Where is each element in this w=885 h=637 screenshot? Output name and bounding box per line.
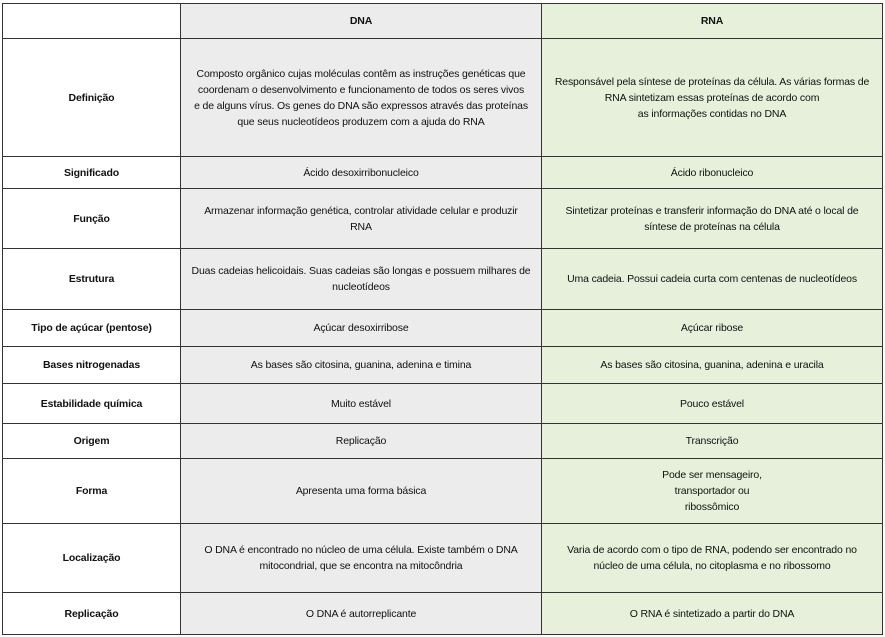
table-row [3,249,883,310]
row-label: Função [3,189,181,249]
header-row [3,4,883,39]
rna-cell: Açúcar ribose [542,310,883,347]
dna-cell: Replicação [181,424,542,459]
dna-column-header: DNA [181,4,542,39]
table-row [3,384,883,424]
dna-cell: Apresenta uma forma básica [181,459,542,524]
rna-cell: As bases são citosina, guanina, adenina e uracila [542,347,883,384]
rna-cell: Sintetizar proteínas e transferir informação do DNA até o local de síntese de proteínas na célula [542,189,883,249]
rna-cell: O RNA é sintetizado a partir do DNA [542,593,883,635]
table-row [3,189,883,249]
rna-cell: Pode ser mensageiro, transportador ou ribossômico [542,459,883,524]
row-label: Tipo de açúcar (pentose) [3,310,181,347]
table-row [3,459,883,524]
table-row [3,39,883,157]
dna-cell: Duas cadeias helicoidais. Suas cadeias são longas e possuem milhares de nucleotídeos [181,249,542,310]
row-label: Definição [3,39,181,157]
table-row [3,310,883,347]
dna-cell: Composto orgânico cujas moléculas contêm as instruções genéticas que coordenam o desenvolvimento e funcionamento de todos os seres vivos e de alguns vírus. Os genes do DNA são expressos através das proteínas que seus nucleotídeos produzem com a ajuda do RNA [181,39,542,157]
row-label: Localização [3,524,181,593]
dna-cell: Ácido desoxirribonucleico [181,157,542,189]
row-label: Replicação [3,593,181,635]
row-label: Forma [3,459,181,524]
table-row [3,157,883,189]
table-row [3,524,883,593]
rna-cell: Pouco estável [542,384,883,424]
row-label: Estrutura [3,249,181,310]
row-label: Estabilidade química [3,384,181,424]
table-row [3,593,883,635]
dna-cell: As bases são citosina, guanina, adenina e timina [181,347,542,384]
rna-cell: Transcrição [542,424,883,459]
dna-cell: O DNA é autorreplicante [181,593,542,635]
rna-column-header: RNA [542,4,883,39]
row-label: Bases nitrogenadas [3,347,181,384]
header-corner-cell [3,4,181,39]
dna-cell: O DNA é encontrado no núcleo de uma célula. Existe também o DNA mitocondrial, que se encontra na mitocôndria [181,524,542,593]
row-label: Origem [3,424,181,459]
comparison-table [2,3,883,635]
rna-cell: Ácido ribonucleico [542,157,883,189]
dna-cell: Armazenar informação genética, controlar atividade celular e produzir RNA [181,189,542,249]
rna-cell: Responsável pela síntese de proteínas da célula. As várias formas de RNA sintetizam essas proteínas de acordo com as informações contidas no DNA [542,39,883,157]
rna-cell: Uma cadeia. Possui cadeia curta com centenas de nucleotídeos [542,249,883,310]
row-label: Significado [3,157,181,189]
dna-cell: Muito estável [181,384,542,424]
dna-cell: Açúcar desoxirribose [181,310,542,347]
table-row [3,424,883,459]
table-row [3,347,883,384]
rna-cell: Varia de acordo com o tipo de RNA, podendo ser encontrado no núcleo de uma célula, no citoplasma e no ribossomo [542,524,883,593]
